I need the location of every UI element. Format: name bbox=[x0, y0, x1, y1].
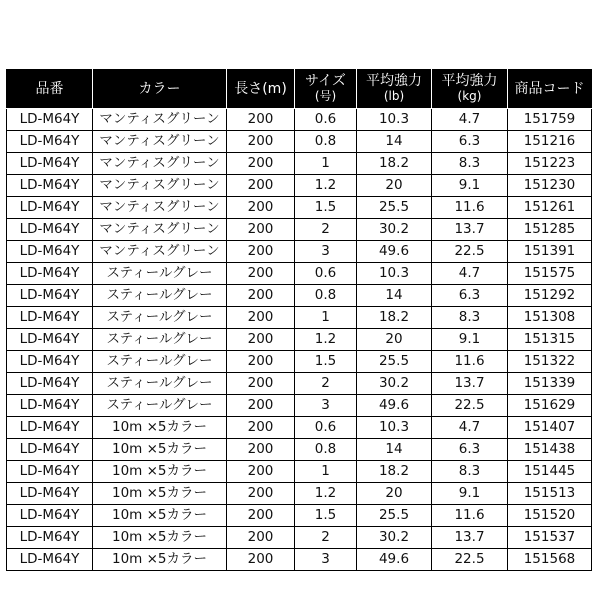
product-cell: LD-M64Y bbox=[7, 307, 93, 329]
strength-lb-cell: 25.5 bbox=[357, 351, 432, 373]
length-cell: 200 bbox=[227, 505, 295, 527]
product-cell: LD-M64Y bbox=[7, 351, 93, 373]
header-strength-kg bbox=[432, 70, 508, 109]
size-cell: 2 bbox=[295, 527, 357, 549]
product-cell: LD-M64Y bbox=[7, 505, 93, 527]
table-row bbox=[7, 329, 592, 351]
product-cell: LD-M64Y bbox=[7, 483, 93, 505]
strength-kg-cell: 9.1 bbox=[432, 175, 508, 197]
product-cell: LD-M64Y bbox=[7, 131, 93, 153]
size-cell: 0.8 bbox=[295, 285, 357, 307]
code-cell: 151575 bbox=[508, 263, 592, 285]
length-cell: 200 bbox=[227, 175, 295, 197]
strength-lb-cell: 25.5 bbox=[357, 197, 432, 219]
strength-kg-cell: 6.3 bbox=[432, 131, 508, 153]
strength-kg-cell: 13.7 bbox=[432, 219, 508, 241]
length-cell: 200 bbox=[227, 351, 295, 373]
length-cell: 200 bbox=[227, 263, 295, 285]
size-cell: 3 bbox=[295, 395, 357, 417]
color-cell: スティールグレー bbox=[93, 351, 227, 373]
code-cell: 151520 bbox=[508, 505, 592, 527]
strength-kg-cell: 6.3 bbox=[432, 439, 508, 461]
header-length bbox=[227, 70, 295, 109]
strength-kg-cell: 22.5 bbox=[432, 241, 508, 263]
code-cell: 151568 bbox=[508, 549, 592, 571]
strength-lb-cell: 10.3 bbox=[357, 263, 432, 285]
strength-lb-cell: 14 bbox=[357, 131, 432, 153]
length-cell: 200 bbox=[227, 329, 295, 351]
color-cell: 10m ×5カラー bbox=[93, 417, 227, 439]
code-cell: 151285 bbox=[508, 219, 592, 241]
product-cell: LD-M64Y bbox=[7, 263, 93, 285]
code-cell: 151391 bbox=[508, 241, 592, 263]
table-row bbox=[7, 373, 592, 395]
color-cell: スティールグレー bbox=[93, 373, 227, 395]
header-strength-kg-unit: (kg) bbox=[457, 89, 482, 103]
table-row bbox=[7, 395, 592, 417]
header-code bbox=[508, 70, 592, 109]
length-cell: 200 bbox=[227, 527, 295, 549]
strength-lb-cell: 30.2 bbox=[357, 373, 432, 395]
table-row bbox=[7, 263, 592, 285]
color-cell: スティールグレー bbox=[93, 263, 227, 285]
product-cell: LD-M64Y bbox=[7, 395, 93, 417]
header-code-label: 商品コード bbox=[514, 80, 585, 97]
color-cell: マンティスグリーン bbox=[93, 197, 227, 219]
size-cell: 3 bbox=[295, 549, 357, 571]
product-cell: LD-M64Y bbox=[7, 219, 93, 241]
strength-lb-cell: 18.2 bbox=[357, 153, 432, 175]
strength-lb-cell: 10.3 bbox=[357, 417, 432, 439]
table-row bbox=[7, 505, 592, 527]
strength-kg-cell: 6.3 bbox=[432, 285, 508, 307]
header-size-label: サイズ bbox=[305, 73, 346, 89]
code-cell: 151629 bbox=[508, 395, 592, 417]
color-cell: スティールグレー bbox=[93, 285, 227, 307]
length-cell: 200 bbox=[227, 483, 295, 505]
code-cell: 151261 bbox=[508, 197, 592, 219]
length-cell: 200 bbox=[227, 109, 295, 131]
product-cell: LD-M64Y bbox=[7, 175, 93, 197]
table-row bbox=[7, 241, 592, 263]
code-cell: 151759 bbox=[508, 109, 592, 131]
product-cell: LD-M64Y bbox=[7, 527, 93, 549]
strength-lb-cell: 20 bbox=[357, 329, 432, 351]
product-cell: LD-M64Y bbox=[7, 285, 93, 307]
table-row bbox=[7, 197, 592, 219]
spec-table bbox=[6, 69, 592, 571]
length-cell: 200 bbox=[227, 241, 295, 263]
size-cell: 0.6 bbox=[295, 109, 357, 131]
header-color-label: カラー bbox=[138, 80, 181, 97]
strength-lb-cell: 14 bbox=[357, 439, 432, 461]
length-cell: 200 bbox=[227, 373, 295, 395]
strength-kg-cell: 11.6 bbox=[432, 197, 508, 219]
table-row bbox=[7, 483, 592, 505]
code-cell: 151216 bbox=[508, 131, 592, 153]
color-cell: マンティスグリーン bbox=[93, 153, 227, 175]
size-cell: 1.5 bbox=[295, 197, 357, 219]
table-row bbox=[7, 351, 592, 373]
color-cell: スティールグレー bbox=[93, 307, 227, 329]
header-size bbox=[295, 70, 357, 109]
size-cell: 0.8 bbox=[295, 131, 357, 153]
strength-kg-cell: 9.1 bbox=[432, 329, 508, 351]
color-cell: 10m ×5カラー bbox=[93, 549, 227, 571]
color-cell: マンティスグリーン bbox=[93, 219, 227, 241]
code-cell: 151445 bbox=[508, 461, 592, 483]
code-cell: 151438 bbox=[508, 439, 592, 461]
strength-kg-cell: 8.3 bbox=[432, 307, 508, 329]
header-strength-lb bbox=[357, 70, 432, 109]
size-cell: 1 bbox=[295, 307, 357, 329]
product-cell: LD-M64Y bbox=[7, 153, 93, 175]
size-cell: 1.2 bbox=[295, 329, 357, 351]
table-row bbox=[7, 219, 592, 241]
color-cell: 10m ×5カラー bbox=[93, 527, 227, 549]
code-cell: 151339 bbox=[508, 373, 592, 395]
table-row bbox=[7, 439, 592, 461]
strength-lb-cell: 49.6 bbox=[357, 241, 432, 263]
strength-lb-cell: 49.6 bbox=[357, 549, 432, 571]
size-cell: 0.6 bbox=[295, 417, 357, 439]
table-row bbox=[7, 307, 592, 329]
product-cell: LD-M64Y bbox=[7, 461, 93, 483]
length-cell: 200 bbox=[227, 307, 295, 329]
strength-kg-cell: 8.3 bbox=[432, 461, 508, 483]
code-cell: 151230 bbox=[508, 175, 592, 197]
length-cell: 200 bbox=[227, 395, 295, 417]
table-header bbox=[7, 70, 592, 109]
product-cell: LD-M64Y bbox=[7, 241, 93, 263]
length-cell: 200 bbox=[227, 417, 295, 439]
length-cell: 200 bbox=[227, 461, 295, 483]
product-cell: LD-M64Y bbox=[7, 197, 93, 219]
color-cell: スティールグレー bbox=[93, 329, 227, 351]
size-cell: 1.5 bbox=[295, 351, 357, 373]
strength-kg-cell: 13.7 bbox=[432, 527, 508, 549]
header-product bbox=[7, 70, 93, 109]
product-cell: LD-M64Y bbox=[7, 109, 93, 131]
size-cell: 1.2 bbox=[295, 175, 357, 197]
size-cell: 1 bbox=[295, 461, 357, 483]
color-cell: マンティスグリーン bbox=[93, 109, 227, 131]
length-cell: 200 bbox=[227, 153, 295, 175]
strength-lb-cell: 10.3 bbox=[357, 109, 432, 131]
table-row bbox=[7, 153, 592, 175]
strength-lb-cell: 14 bbox=[357, 285, 432, 307]
table-row bbox=[7, 175, 592, 197]
color-cell: マンティスグリーン bbox=[93, 241, 227, 263]
strength-kg-cell: 13.7 bbox=[432, 373, 508, 395]
code-cell: 151223 bbox=[508, 153, 592, 175]
size-cell: 1.2 bbox=[295, 483, 357, 505]
strength-kg-cell: 4.7 bbox=[432, 417, 508, 439]
color-cell: スティールグレー bbox=[93, 395, 227, 417]
table-body bbox=[7, 109, 592, 571]
length-cell: 200 bbox=[227, 439, 295, 461]
product-cell: LD-M64Y bbox=[7, 549, 93, 571]
code-cell: 151513 bbox=[508, 483, 592, 505]
product-cell: LD-M64Y bbox=[7, 373, 93, 395]
color-cell: 10m ×5カラー bbox=[93, 483, 227, 505]
table-row bbox=[7, 131, 592, 153]
color-cell: 10m ×5カラー bbox=[93, 505, 227, 527]
table-row bbox=[7, 285, 592, 307]
table-row bbox=[7, 109, 592, 131]
code-cell: 151322 bbox=[508, 351, 592, 373]
code-cell: 151315 bbox=[508, 329, 592, 351]
header-strength-lb-label: 平均強力 bbox=[366, 73, 422, 89]
size-cell: 1 bbox=[295, 153, 357, 175]
size-cell: 2 bbox=[295, 373, 357, 395]
code-cell: 151308 bbox=[508, 307, 592, 329]
strength-kg-cell: 22.5 bbox=[432, 395, 508, 417]
code-cell: 151292 bbox=[508, 285, 592, 307]
strength-kg-cell: 11.6 bbox=[432, 505, 508, 527]
size-cell: 1.5 bbox=[295, 505, 357, 527]
code-cell: 151407 bbox=[508, 417, 592, 439]
strength-lb-cell: 20 bbox=[357, 175, 432, 197]
size-cell: 2 bbox=[295, 219, 357, 241]
strength-lb-cell: 30.2 bbox=[357, 219, 432, 241]
code-cell: 151537 bbox=[508, 527, 592, 549]
strength-kg-cell: 8.3 bbox=[432, 153, 508, 175]
strength-lb-cell: 25.5 bbox=[357, 505, 432, 527]
product-cell: LD-M64Y bbox=[7, 417, 93, 439]
strength-kg-cell: 9.1 bbox=[432, 483, 508, 505]
strength-kg-cell: 22.5 bbox=[432, 549, 508, 571]
length-cell: 200 bbox=[227, 219, 295, 241]
length-cell: 200 bbox=[227, 131, 295, 153]
length-cell: 200 bbox=[227, 197, 295, 219]
header-strength-lb-unit: (lb) bbox=[383, 89, 405, 103]
size-cell: 0.8 bbox=[295, 439, 357, 461]
header-strength-kg-label: 平均強力 bbox=[441, 73, 498, 89]
color-cell: マンティスグリーン bbox=[93, 131, 227, 153]
length-cell: 200 bbox=[227, 285, 295, 307]
header-product-label: 品番 bbox=[35, 80, 64, 97]
strength-lb-cell: 30.2 bbox=[357, 527, 432, 549]
length-cell: 200 bbox=[227, 549, 295, 571]
strength-lb-cell: 49.6 bbox=[357, 395, 432, 417]
size-cell: 0.6 bbox=[295, 263, 357, 285]
table-row bbox=[7, 417, 592, 439]
header-color bbox=[93, 70, 227, 109]
strength-lb-cell: 18.2 bbox=[357, 307, 432, 329]
strength-kg-cell: 4.7 bbox=[432, 263, 508, 285]
strength-lb-cell: 20 bbox=[357, 483, 432, 505]
product-cell: LD-M64Y bbox=[7, 439, 93, 461]
size-cell: 3 bbox=[295, 241, 357, 263]
color-cell: マンティスグリーン bbox=[93, 175, 227, 197]
strength-kg-cell: 4.7 bbox=[432, 109, 508, 131]
color-cell: 10m ×5カラー bbox=[93, 439, 227, 461]
header-length-label: 長さ(m) bbox=[234, 80, 287, 97]
table-row bbox=[7, 461, 592, 483]
table-row bbox=[7, 549, 592, 571]
strength-lb-cell: 18.2 bbox=[357, 461, 432, 483]
color-cell: 10m ×5カラー bbox=[93, 461, 227, 483]
header-row bbox=[7, 70, 592, 109]
header-size-unit: (号) bbox=[314, 89, 337, 103]
product-cell: LD-M64Y bbox=[7, 329, 93, 351]
table-row bbox=[7, 527, 592, 549]
strength-kg-cell: 11.6 bbox=[432, 351, 508, 373]
